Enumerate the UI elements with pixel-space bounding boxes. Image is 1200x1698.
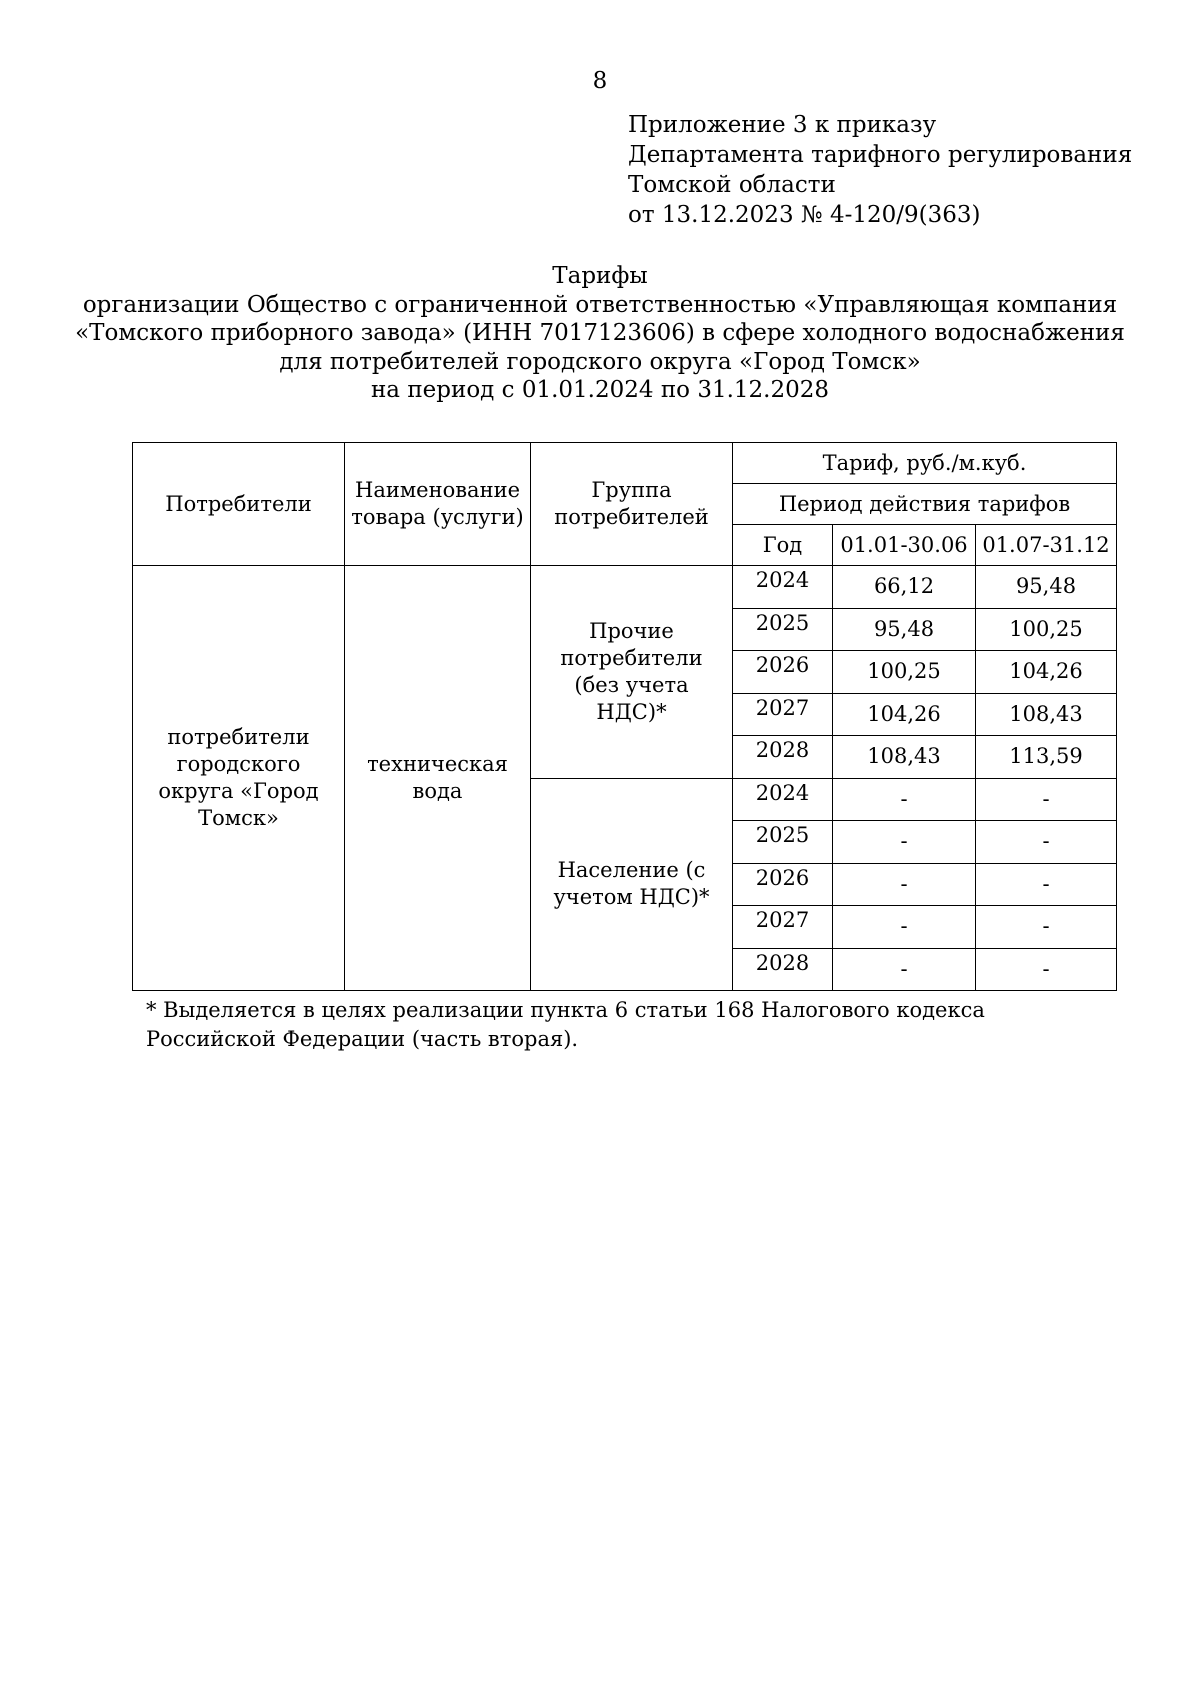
- tariff-h1-cell: 95,48: [833, 608, 976, 651]
- header-year: Год: [733, 525, 833, 566]
- tariff-h2-cell: 100,25: [976, 608, 1117, 651]
- tariff-h2-cell: -: [976, 778, 1117, 821]
- year-cell: 2025: [733, 608, 833, 651]
- appendix-line: Приложение 3 к приказу: [628, 112, 937, 138]
- header-period: Период действия тарифов: [733, 484, 1117, 525]
- tariff-h1-cell: -: [833, 948, 976, 991]
- tariff-h1-cell: -: [833, 821, 976, 864]
- header-half2: 01.07-31.12: [976, 525, 1117, 566]
- title-line: организации Общество с ограниченной ответственностью «Управляющая компания: [82, 291, 1118, 318]
- document-title: [0, 262, 1200, 405]
- year-cell: 2024: [733, 778, 833, 821]
- appendix-line: Томской области: [628, 172, 836, 198]
- title-heading: Тарифы: [552, 263, 648, 289]
- consumers-cell: потребители городского округа «Город Томск»: [133, 566, 345, 991]
- tariff-h2-cell: 108,43: [976, 693, 1117, 736]
- tariff-h1-cell: -: [833, 778, 976, 821]
- product-cell: техническая вода: [345, 566, 531, 991]
- year-cell: 2026: [733, 863, 833, 906]
- appendix-block: [628, 110, 1132, 230]
- tariff-h2-cell: -: [976, 906, 1117, 949]
- year-cell: 2026: [733, 651, 833, 694]
- footnote: * Выделяется в целях реализации пункта 6 статьи 168 Налогового кодекса Российской Федерации (часть вторая).: [146, 998, 985, 1051]
- header-group: Группа потребителей: [531, 443, 733, 566]
- tariff-h1-cell: -: [833, 906, 976, 949]
- header-row: [133, 443, 1117, 484]
- tariff-h2-cell: -: [976, 821, 1117, 864]
- title-line: на период с 01.01.2024 по 31.12.2028: [370, 377, 830, 403]
- header-tariff: Тариф, руб./м.куб.: [733, 443, 1117, 484]
- year-cell: 2027: [733, 693, 833, 736]
- tariff-h1-cell: 104,26: [833, 693, 976, 736]
- tariff-h1-cell: 108,43: [833, 736, 976, 779]
- header-product: Наименование товара (услуги): [345, 443, 531, 566]
- table-row: [133, 566, 1117, 609]
- appendix-line: Департамента тарифного регулирования: [628, 142, 1133, 168]
- tariff-h1-cell: 100,25: [833, 651, 976, 694]
- header-consumers: Потребители: [133, 443, 345, 566]
- year-cell: 2028: [733, 736, 833, 779]
- tariff-h2-cell: 104,26: [976, 651, 1117, 694]
- group-cell: Прочие потребители (без учета НДС)*: [531, 566, 733, 779]
- year-cell: 2025: [733, 821, 833, 864]
- title-line: для потребителей городского округа «Город Томск»: [279, 348, 921, 375]
- appendix-line: от 13.12.2023 № 4-120/9(363): [628, 202, 981, 228]
- tariff-h1-cell: -: [833, 863, 976, 906]
- tariff-table: [132, 442, 1117, 991]
- group-cell: Население (с учетом НДС)*: [531, 778, 733, 991]
- tariff-h2-cell: 95,48: [976, 566, 1117, 609]
- header-half1: 01.01-30.06: [833, 525, 976, 566]
- year-cell: 2027: [733, 906, 833, 949]
- page-number: 8: [592, 68, 608, 94]
- tariff-h2-cell: -: [976, 948, 1117, 991]
- tariff-h1-cell: 66,12: [833, 566, 976, 609]
- year-cell: 2028: [733, 948, 833, 991]
- title-line: «Томского приборного завода» (ИНН 7017123606) в сфере холодного водоснабжения: [75, 320, 1125, 346]
- tariff-h2-cell: -: [976, 863, 1117, 906]
- tariff-h2-cell: 113,59: [976, 736, 1117, 779]
- year-cell: 2024: [733, 566, 833, 609]
